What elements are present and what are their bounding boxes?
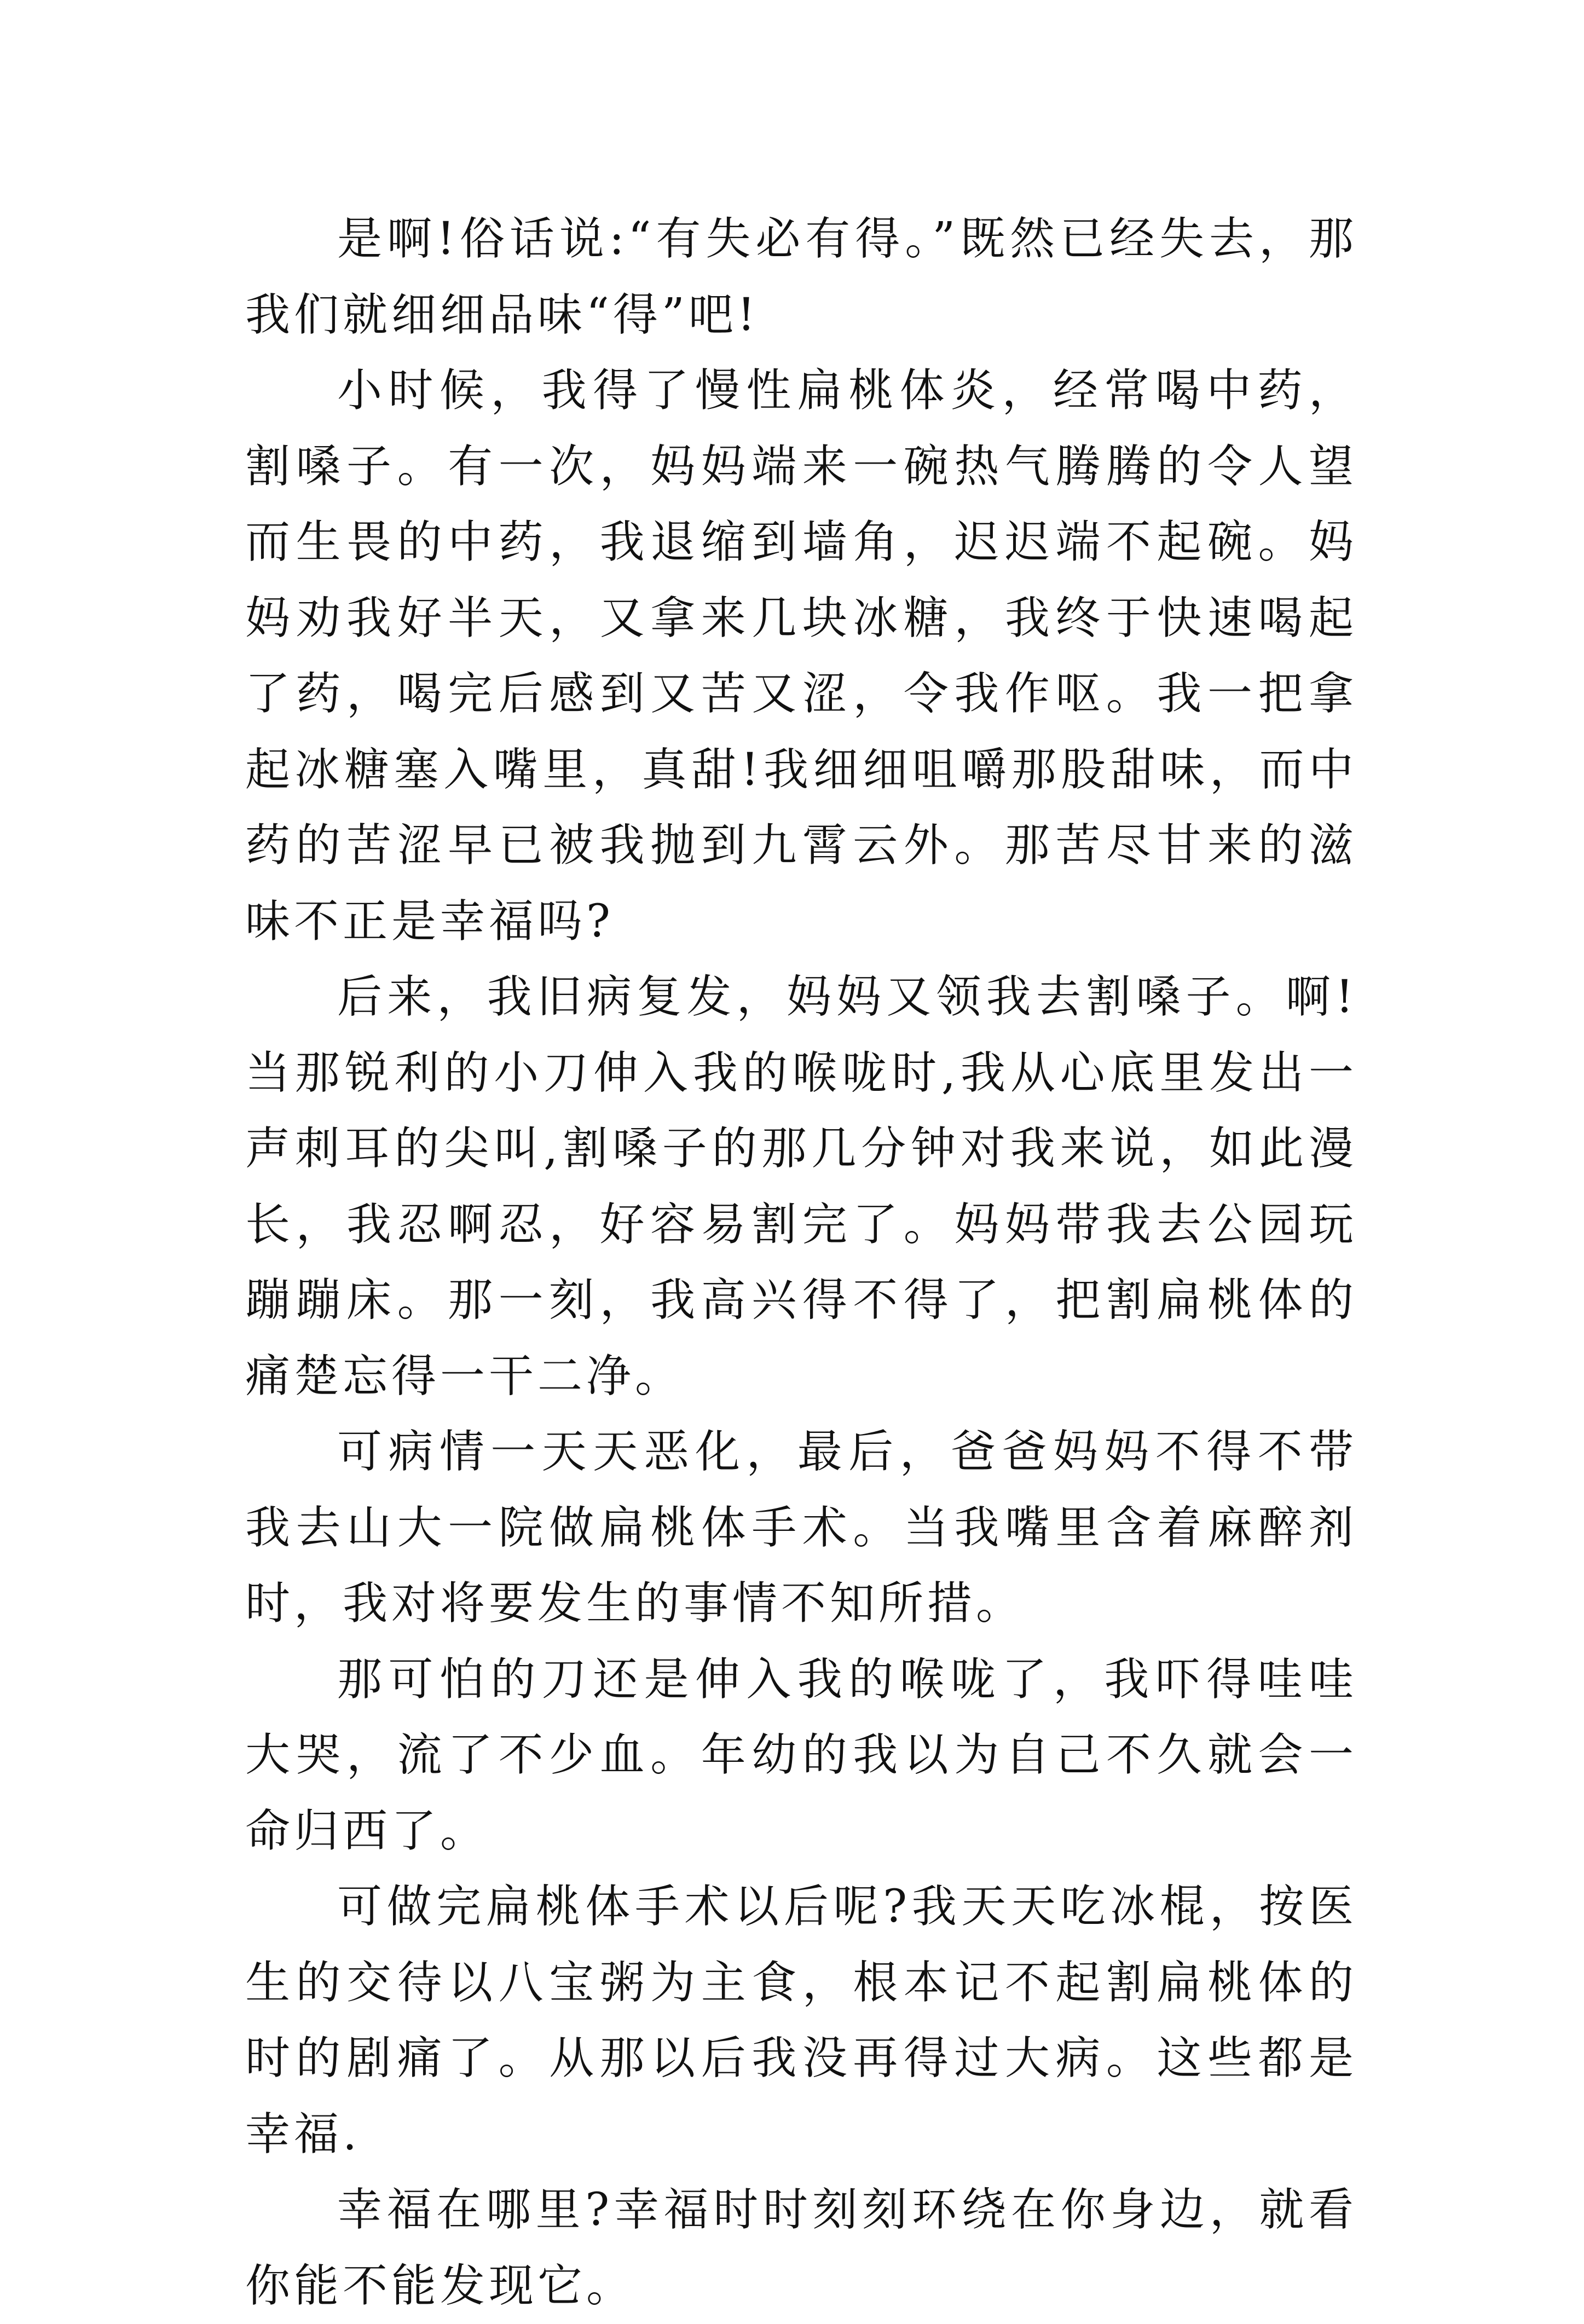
paragraph-6: 可做完扁桃体手术以后呢?我天天吃冰棍，按医生的交待以八宝粥为主食，根本记不起割扁桃体的时的剧痛了。从那以后我没再得过大病。这些都是幸福. <box>245 1881 1357 2160</box>
paragraph-5: 那可怕的刀还是伸入我的喉咙了，我吓得哇哇大哭，流了不少血。年幼的我以为自己不久就会一命归西了。 <box>245 1653 1357 1857</box>
paragraph-3: 后来，我旧病复发，妈妈又领我去割嗓子。啊!当那锐利的小刀伸入我的喉咙时,我从心底里发出一声刺耳的尖叫,割嗓子的那几分钟对我来说，如此漫长，我忍啊忍，好容易割完了。妈妈带我去公园玩蹦蹦床。那一刻，我高兴得不得了，把割扁桃体的痛楚忘得一干二净。 <box>245 971 1357 1402</box>
paragraph-4: 可病情一天天恶化，最后，爸爸妈妈不得不带我去山大一院做扁桃体手术。当我嘴里含着麻醉剂时，我对将要发生的事情不知所措。 <box>245 1426 1357 1629</box>
paragraph-1: 是啊!俗话说:“有失必有得。”既然已经失去，那我们就细细品味“得”吧! <box>245 213 1357 341</box>
essay-body <box>245 201 1357 2324</box>
paragraph-7: 幸福在哪里?幸福时时刻刻环绕在你身边，就看你能不能发现它。 <box>245 2184 1357 2312</box>
paragraph-2: 小时候，我得了慢性扁桃体炎，经常喝中药，割嗓子。有一次，妈妈端来一碗热气腾腾的令人望而生畏的中药，我退缩到墙角，迟迟端不起碗。妈妈劝我好半天，又拿来几块冰糖，我终于快速喝起了药，喝完后感到又苦又涩，令我作呕。我一把拿起冰糖塞入嘴里，真甜!我细细咀嚼那股甜味，而中药的苦涩早已被我抛到九霄云外。那苦尽甘来的滋味不正是幸福吗? <box>245 365 1357 947</box>
